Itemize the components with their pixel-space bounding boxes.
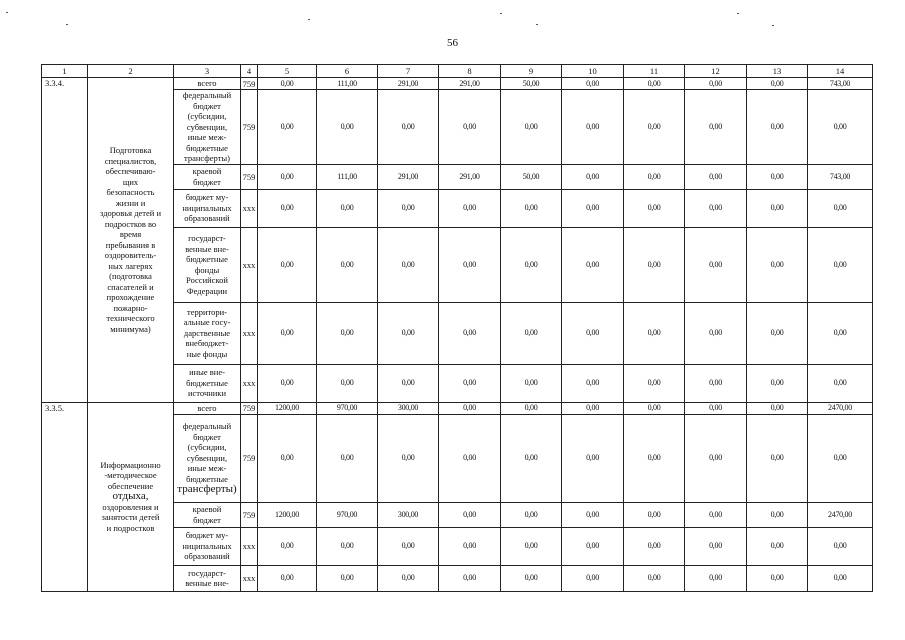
amount-cell: 0,00 bbox=[624, 364, 685, 402]
amount-cell: 0,00 bbox=[685, 227, 747, 302]
amount-cell: 2470,00 bbox=[808, 402, 873, 414]
funding-source-line: источники bbox=[187, 388, 226, 399]
funding-source-line: трансферты) bbox=[177, 483, 237, 496]
amount-cell: 0,00 bbox=[808, 414, 873, 502]
measure-name bbox=[88, 402, 174, 591]
funding-source-line: (субсидии, bbox=[187, 111, 227, 121]
amount-cell: 0,00 bbox=[624, 527, 685, 565]
amount-cell: 0,00 bbox=[378, 302, 439, 364]
amount-cell: 0,00 bbox=[378, 527, 439, 565]
funding-source-line: краевой bbox=[192, 166, 222, 176]
amount-cell: 111,00 bbox=[317, 78, 378, 90]
funding-source-line: альные госу- bbox=[183, 317, 231, 328]
amount-cell: 0,00 bbox=[747, 402, 808, 414]
amount-cell: 0,00 bbox=[808, 227, 873, 302]
funding-source bbox=[174, 402, 241, 414]
scan-mark bbox=[500, 13, 502, 14]
amount-cell: 0,00 bbox=[562, 565, 624, 591]
funding-source-line: внебюджет- bbox=[185, 338, 229, 349]
amount-cell: 0,00 bbox=[747, 414, 808, 502]
amount-cell: 0,00 bbox=[685, 364, 747, 402]
table-row bbox=[42, 78, 873, 90]
measure-name-line: -методическое bbox=[104, 470, 157, 481]
measure-name-line: здоровья детей и bbox=[99, 208, 161, 219]
amount-cell: 743,00 bbox=[808, 78, 873, 90]
measure-name-line: минимума) bbox=[110, 323, 151, 334]
amount-cell: 50,00 bbox=[501, 78, 562, 90]
funding-source-line: венные вне- bbox=[185, 578, 229, 588]
admin-code: ххх bbox=[241, 227, 258, 302]
amount-cell: 0,00 bbox=[685, 189, 747, 227]
amount-cell: 970,00 bbox=[317, 502, 378, 527]
funding-source-line: территори- bbox=[186, 306, 228, 317]
funding-source-line: ные фонды bbox=[186, 348, 228, 359]
scan-mark bbox=[737, 13, 739, 14]
column-header: 9 bbox=[501, 65, 562, 78]
amount-cell: 0,00 bbox=[317, 90, 378, 165]
funding-source-line: субвенции, bbox=[186, 121, 228, 132]
amount-cell: 0,00 bbox=[624, 302, 685, 364]
page-number: 56 bbox=[447, 37, 458, 49]
funding-source-line: иные меж- bbox=[187, 463, 227, 474]
amount-cell: 0,00 bbox=[258, 527, 317, 565]
funding-source-line: ниципальных bbox=[182, 540, 232, 551]
funding-source-line: образований bbox=[184, 213, 230, 224]
measure-name-line: и подростков bbox=[106, 522, 155, 533]
amount-cell: 0,00 bbox=[624, 402, 685, 414]
amount-cell: 0,00 bbox=[501, 90, 562, 165]
funding-source-line: иные меж- bbox=[187, 132, 227, 142]
amount-cell: 0,00 bbox=[624, 227, 685, 302]
amount-cell: 0,00 bbox=[501, 565, 562, 591]
amount-cell: 0,00 bbox=[562, 402, 624, 414]
amount-cell: 0,00 bbox=[685, 78, 747, 90]
amount-cell: 0,00 bbox=[258, 364, 317, 402]
amount-cell: 0,00 bbox=[685, 502, 747, 527]
scan-mark bbox=[6, 12, 8, 13]
measure-name-line: Подготовка bbox=[109, 145, 152, 156]
amount-cell: 0,00 bbox=[624, 78, 685, 90]
amount-cell: 0,00 bbox=[439, 227, 501, 302]
funding-source-line: краевой bbox=[192, 504, 222, 514]
column-header: 1 bbox=[42, 65, 88, 78]
amount-cell: 0,00 bbox=[378, 414, 439, 502]
scan-mark bbox=[772, 25, 774, 26]
amount-cell: 0,00 bbox=[439, 414, 501, 502]
amount-cell: 0,00 bbox=[808, 302, 873, 364]
funding-source-line: федеральный bbox=[182, 90, 232, 100]
amount-cell: 0,00 bbox=[501, 414, 562, 502]
funding-source-line: всего bbox=[197, 78, 217, 89]
amount-cell: 0,00 bbox=[808, 527, 873, 565]
funding-source-line: всего bbox=[197, 402, 217, 413]
amount-cell: 300,00 bbox=[378, 402, 439, 414]
funding-source-line: (субсидии, bbox=[187, 442, 227, 453]
measure-name-line: технического bbox=[106, 313, 155, 324]
amount-cell: 0,00 bbox=[439, 565, 501, 591]
amount-cell: 0,00 bbox=[685, 302, 747, 364]
funding-source-line: Российской bbox=[186, 275, 228, 285]
admin-code: 759 bbox=[241, 402, 258, 414]
header-row bbox=[42, 65, 873, 78]
amount-cell: 0,00 bbox=[685, 402, 747, 414]
amount-cell: 0,00 bbox=[685, 527, 747, 565]
measure-name-line: оздоровитель- bbox=[104, 250, 157, 261]
amount-cell: 0,00 bbox=[439, 527, 501, 565]
amount-cell: 0,00 bbox=[258, 78, 317, 90]
column-header: 2 bbox=[88, 65, 174, 78]
scan-mark bbox=[536, 24, 538, 25]
column-header: 12 bbox=[685, 65, 747, 78]
amount-cell: 0,00 bbox=[258, 189, 317, 227]
amount-cell: 0,00 bbox=[747, 502, 808, 527]
amount-cell: 0,00 bbox=[258, 164, 317, 189]
funding-source bbox=[174, 90, 241, 165]
measure-code: 3.3.5. bbox=[42, 402, 88, 591]
admin-code: 759 bbox=[241, 78, 258, 90]
funding-source-line: бюджетные bbox=[186, 254, 228, 264]
funding-source-line: бюджетные bbox=[186, 377, 228, 388]
amount-cell: 0,00 bbox=[685, 164, 747, 189]
amount-cell: 291,00 bbox=[378, 78, 439, 90]
amount-cell: 0,00 bbox=[439, 364, 501, 402]
funding-source-line: фонды bbox=[194, 264, 220, 275]
scan-mark bbox=[66, 24, 68, 25]
amount-cell: 0,00 bbox=[624, 164, 685, 189]
amount-cell: 0,00 bbox=[562, 527, 624, 565]
admin-code: ххх bbox=[241, 364, 258, 402]
amount-cell: 0,00 bbox=[378, 565, 439, 591]
amount-cell: 0,00 bbox=[439, 502, 501, 527]
amount-cell: 0,00 bbox=[378, 364, 439, 402]
funding-source bbox=[174, 189, 241, 227]
amount-cell: 300,00 bbox=[378, 502, 439, 527]
amount-cell: 1200,00 bbox=[258, 402, 317, 414]
amount-cell: 0,00 bbox=[808, 364, 873, 402]
amount-cell: 0,00 bbox=[808, 565, 873, 591]
measure-name-line: время bbox=[119, 229, 142, 240]
funding-source bbox=[174, 164, 241, 189]
column-header: 3 bbox=[174, 65, 241, 78]
budget-table bbox=[41, 64, 873, 592]
admin-code: ххх bbox=[241, 302, 258, 364]
funding-source-line: федеральный bbox=[182, 421, 232, 432]
funding-source-line: трансферты) bbox=[184, 153, 230, 163]
funding-source-line: бюджетные bbox=[186, 473, 228, 484]
amount-cell: 0,00 bbox=[258, 227, 317, 302]
measure-name-line: специалистов, bbox=[104, 155, 157, 166]
funding-source-line: бюджет bbox=[193, 514, 221, 525]
amount-cell: 0,00 bbox=[562, 364, 624, 402]
measure-name-line: обеспечиваю- bbox=[105, 166, 156, 177]
funding-source-line: государст- bbox=[188, 233, 226, 243]
amount-cell: 0,00 bbox=[501, 227, 562, 302]
amount-cell: 0,00 bbox=[562, 302, 624, 364]
amount-cell: 111,00 bbox=[317, 164, 378, 189]
amount-cell: 970,00 bbox=[317, 402, 378, 414]
amount-cell: 0,00 bbox=[439, 402, 501, 414]
column-header: 7 bbox=[378, 65, 439, 78]
measure-name-line: обеспечение bbox=[107, 480, 154, 491]
amount-cell: 0,00 bbox=[562, 227, 624, 302]
funding-source-line: бюджетные bbox=[186, 142, 228, 153]
amount-cell: 0,00 bbox=[685, 90, 747, 165]
amount-cell: 0,00 bbox=[747, 227, 808, 302]
measure-name-line: занятости детей bbox=[101, 512, 160, 523]
amount-cell: 0,00 bbox=[562, 78, 624, 90]
amount-cell: 0,00 bbox=[808, 189, 873, 227]
column-header: 8 bbox=[439, 65, 501, 78]
amount-cell: 0,00 bbox=[747, 364, 808, 402]
funding-source-line: бюджет bbox=[193, 431, 221, 442]
amount-cell: 0,00 bbox=[378, 227, 439, 302]
funding-source-line: бюджет му- bbox=[185, 530, 229, 541]
funding-source bbox=[174, 227, 241, 302]
amount-cell: 0,00 bbox=[624, 502, 685, 527]
amount-cell: 0,00 bbox=[747, 90, 808, 165]
amount-cell: 0,00 bbox=[317, 527, 378, 565]
amount-cell: 0,00 bbox=[685, 565, 747, 591]
measure-name bbox=[88, 78, 174, 403]
amount-cell: 0,00 bbox=[747, 302, 808, 364]
amount-cell: 0,00 bbox=[501, 364, 562, 402]
funding-source bbox=[174, 527, 241, 565]
amount-cell: 0,00 bbox=[501, 527, 562, 565]
amount-cell: 0,00 bbox=[501, 402, 562, 414]
admin-code: ххх bbox=[241, 565, 258, 591]
column-header: 11 bbox=[624, 65, 685, 78]
funding-source-line: бюджет bbox=[193, 100, 221, 111]
measure-name-line: (подготовка bbox=[109, 271, 152, 282]
amount-cell: 0,00 bbox=[562, 164, 624, 189]
funding-source bbox=[174, 78, 241, 90]
funding-source bbox=[174, 565, 241, 591]
amount-cell: 291,00 bbox=[439, 78, 501, 90]
amount-cell: 50,00 bbox=[501, 164, 562, 189]
funding-source bbox=[174, 302, 241, 364]
amount-cell: 0,00 bbox=[501, 189, 562, 227]
amount-cell: 0,00 bbox=[624, 414, 685, 502]
funding-source-line: государст- bbox=[188, 567, 226, 578]
amount-cell: 0,00 bbox=[317, 565, 378, 591]
amount-cell: 0,00 bbox=[562, 189, 624, 227]
amount-cell: 0,00 bbox=[258, 565, 317, 591]
funding-source-line: субвенции, bbox=[186, 452, 228, 463]
measure-name-line: Информационно bbox=[100, 459, 161, 470]
measure-name-line: безопасность bbox=[106, 187, 155, 198]
funding-source-line: бюджет bbox=[193, 176, 221, 187]
scan-mark bbox=[308, 19, 310, 20]
column-header: 13 bbox=[747, 65, 808, 78]
amount-cell: 0,00 bbox=[747, 565, 808, 591]
amount-cell: 0,00 bbox=[378, 90, 439, 165]
column-header: 10 bbox=[562, 65, 624, 78]
amount-cell: 0,00 bbox=[747, 164, 808, 189]
amount-cell: 743,00 bbox=[808, 164, 873, 189]
amount-cell: 0,00 bbox=[317, 189, 378, 227]
amount-cell: 0,00 bbox=[439, 90, 501, 165]
funding-source-line: венные вне- bbox=[185, 243, 229, 254]
admin-code: 759 bbox=[241, 502, 258, 527]
funding-source bbox=[174, 364, 241, 402]
amount-cell: 0,00 bbox=[317, 302, 378, 364]
amount-cell: 0,00 bbox=[747, 527, 808, 565]
measure-name-line: пребывания в bbox=[105, 239, 156, 250]
funding-source bbox=[174, 414, 241, 502]
amount-cell: 0,00 bbox=[501, 502, 562, 527]
admin-code: 759 bbox=[241, 414, 258, 502]
amount-cell: 0,00 bbox=[439, 302, 501, 364]
funding-source-line: дарственные bbox=[183, 327, 231, 338]
funding-source-line: бюджет му- bbox=[185, 192, 229, 203]
amount-cell: 0,00 bbox=[747, 78, 808, 90]
amount-cell: 0,00 bbox=[562, 502, 624, 527]
admin-code: ххх bbox=[241, 527, 258, 565]
amount-cell: 0,00 bbox=[624, 565, 685, 591]
measure-name-line: щих bbox=[122, 176, 139, 187]
measure-name-line: пожарно- bbox=[113, 302, 148, 313]
column-header: 5 bbox=[258, 65, 317, 78]
funding-source-line: образований bbox=[184, 551, 230, 562]
amount-cell: 0,00 bbox=[258, 414, 317, 502]
amount-cell: 0,00 bbox=[317, 364, 378, 402]
measure-name-line: жизни и bbox=[115, 197, 146, 208]
amount-cell: 0,00 bbox=[624, 90, 685, 165]
amount-cell: 2470,00 bbox=[808, 502, 873, 527]
measure-name-line: отдыха, bbox=[112, 490, 149, 503]
measure-name-line: подростков во bbox=[104, 218, 157, 229]
amount-cell: 0,00 bbox=[258, 302, 317, 364]
amount-cell: 291,00 bbox=[439, 164, 501, 189]
amount-cell: 0,00 bbox=[317, 414, 378, 502]
funding-source bbox=[174, 502, 241, 527]
funding-source-line: ниципальных bbox=[182, 202, 232, 213]
amount-cell: 0,00 bbox=[378, 189, 439, 227]
admin-code: 759 bbox=[241, 90, 258, 165]
column-header: 14 bbox=[808, 65, 873, 78]
amount-cell: 0,00 bbox=[317, 227, 378, 302]
amount-cell: 0,00 bbox=[562, 90, 624, 165]
amount-cell: 0,00 bbox=[439, 189, 501, 227]
measure-code: 3.3.4. bbox=[42, 78, 88, 403]
amount-cell: 291,00 bbox=[378, 164, 439, 189]
amount-cell: 1200,00 bbox=[258, 502, 317, 527]
column-header: 6 bbox=[317, 65, 378, 78]
table-row bbox=[42, 402, 873, 414]
funding-source-line: иные вне- bbox=[189, 367, 225, 378]
column-header: 4 bbox=[241, 65, 258, 78]
amount-cell: 0,00 bbox=[685, 414, 747, 502]
amount-cell: 0,00 bbox=[562, 414, 624, 502]
measure-name-line: оздоровления и bbox=[102, 501, 159, 512]
amount-cell: 0,00 bbox=[624, 189, 685, 227]
admin-code: 759 bbox=[241, 164, 258, 189]
measure-name-line: ных лагерях bbox=[108, 260, 153, 271]
amount-cell: 0,00 bbox=[258, 90, 317, 165]
admin-code: ххх bbox=[241, 189, 258, 227]
amount-cell: 0,00 bbox=[747, 189, 808, 227]
measure-name-line: спасателей и bbox=[107, 281, 154, 292]
measure-name-line: прохождение bbox=[106, 292, 155, 303]
amount-cell: 0,00 bbox=[501, 302, 562, 364]
amount-cell: 0,00 bbox=[808, 90, 873, 165]
funding-source-line: Федерации bbox=[186, 285, 228, 296]
